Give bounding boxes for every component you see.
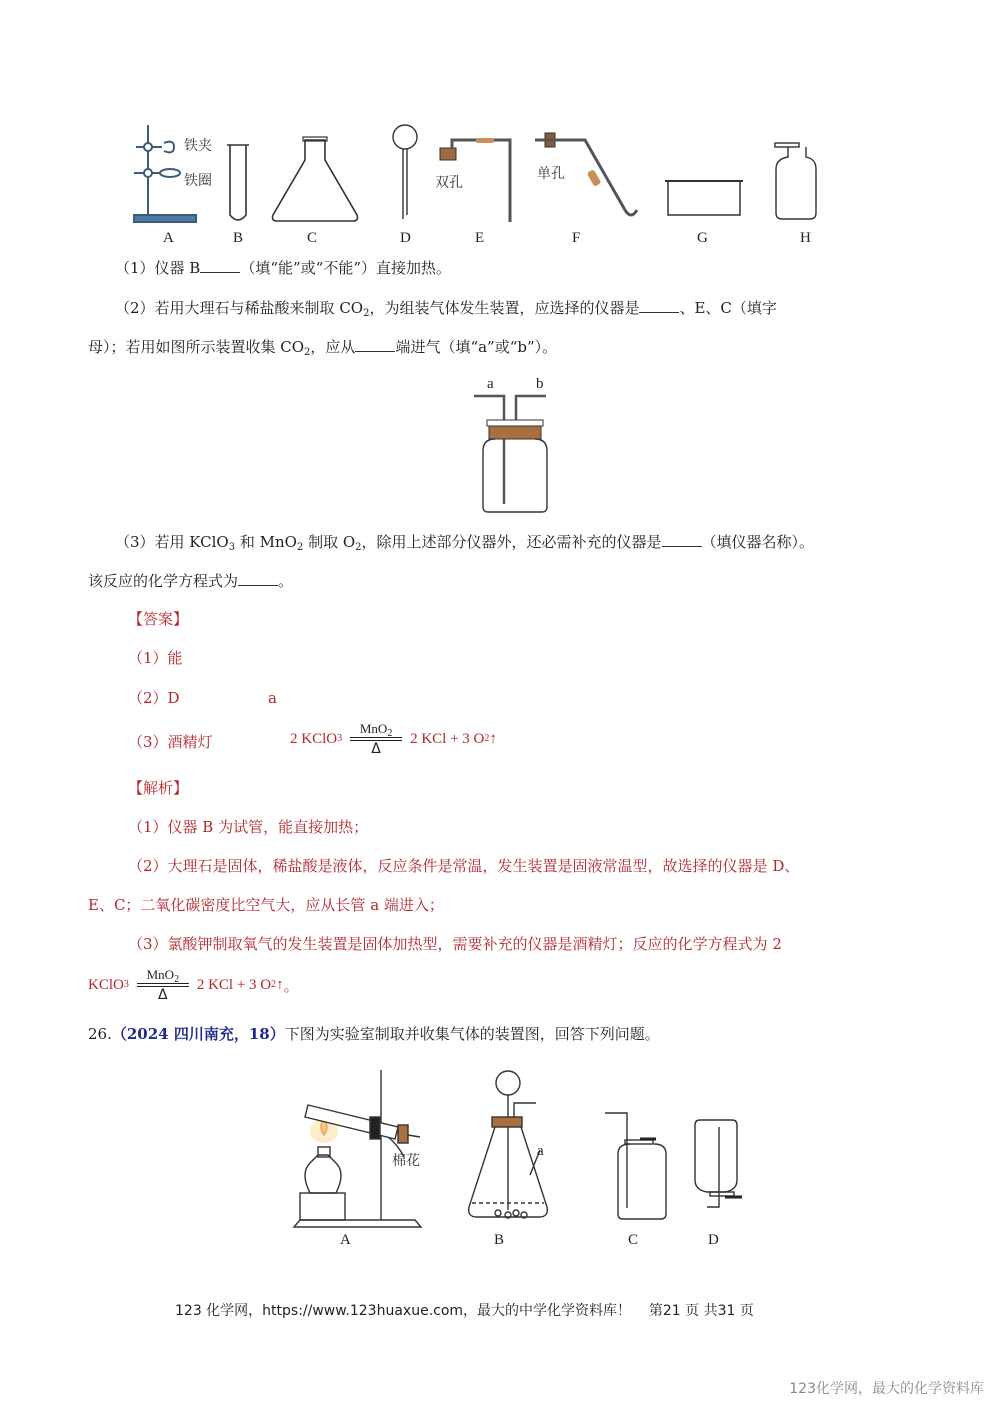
analysis-2-line-2: E、C；二氧化碳密度比空气大，应从长管 a 端进入； (88, 896, 444, 914)
question-text: 下图为实验室制取并收集气体的装置图，回答下列问题。 (284, 1025, 660, 1043)
answer-heading: 【答案】 (128, 610, 189, 628)
apparatus-figure-1 (120, 115, 860, 230)
conical-flask (273, 140, 358, 221)
heat-symbol: Δ (371, 741, 381, 757)
label-iron-ring: 铁圈 (184, 173, 212, 189)
q1-prefix: （1）仪器 B (115, 259, 201, 277)
question-3-line-2 (88, 571, 293, 591)
label-double-hole: 双孔 (435, 175, 463, 191)
reaction-condition (350, 722, 402, 756)
label-single-hole: 单孔 (537, 166, 565, 182)
analysis-1: （1）仪器 B 为试管，能直接加热； (128, 818, 369, 836)
subscript: 2 (387, 728, 393, 739)
page-footer (175, 1300, 754, 1320)
reaction-condition (137, 968, 189, 1002)
answer-3-label: （3）酒精灯 (128, 733, 213, 751)
collection-bottle-c (605, 1113, 666, 1219)
q3-text: ，除用上述部分仪器外，还必需补充的仪器是 (361, 533, 662, 551)
question-2-line-1 (115, 298, 777, 318)
subscript: 2 (363, 308, 370, 319)
q3-text: （3）若用 KClO (115, 533, 229, 551)
label-iron-clamp: 铁夹 (184, 138, 212, 154)
collection-bottle-d (695, 1120, 742, 1207)
catalyst: MnO (146, 967, 175, 982)
question-1 (115, 258, 451, 278)
eq-reactant: 2 KClO (290, 730, 338, 747)
period: 。 (283, 978, 299, 995)
question-2-line-2 (88, 337, 557, 357)
page-number: 第21 页 共31 页 (648, 1303, 754, 1319)
subscript: 3 (228, 542, 236, 553)
answer-blank (662, 532, 702, 547)
analysis-heading: 【解析】 (128, 779, 189, 797)
apparatus-figure-2 (290, 1065, 750, 1230)
label-B: B (233, 230, 244, 246)
label-E: E (475, 230, 485, 246)
answer-2-value: a (268, 689, 277, 707)
label-C: C (628, 1232, 639, 1248)
subscript: 2 (355, 542, 362, 553)
label-C: C (307, 230, 318, 246)
q3-text: 该反应的化学方程式为 (88, 572, 239, 590)
funnel (393, 125, 417, 219)
gas-arrow-icon: ↑ (276, 976, 284, 993)
label-F: F (572, 230, 581, 246)
water-trough (668, 181, 740, 215)
eq-products: 2 KCl + 3 O (196, 976, 272, 993)
subscript: 2 (174, 974, 180, 985)
gas-jar (775, 143, 816, 219)
label-D: D (708, 1232, 719, 1248)
gas-generator-flask (469, 1071, 548, 1218)
test-tube (230, 145, 246, 220)
label-cotton: 棉花 (392, 1153, 420, 1169)
label-a: a (487, 376, 494, 392)
answer-equation: 2 KClO 3 $\frac{MnO_2}{\Delta}$ 2 KCl + 3 O 2 ↑ (290, 721, 497, 757)
q3-text: 和 MnO (235, 533, 297, 551)
footer-text: 123 化学网，https://www.123huaxue.com，最大的中学化学资料库！ (175, 1303, 632, 1319)
label-D: D (400, 230, 411, 246)
question-3-line-1 (115, 532, 814, 552)
label-A: A (163, 230, 174, 246)
label-b: b (536, 376, 544, 392)
question-number: 26. (88, 1025, 112, 1043)
subscript: 2 (304, 347, 311, 358)
answer-2-label: （2）D (128, 689, 180, 707)
question-source: （2024 四川南充，18） (111, 1025, 285, 1043)
analysis-3-line-1: （3）氯酸钾制取氧气的发生装置是固体加热型，需要补充的仪器是酒精灯；反应的化学方程式为 2 (128, 935, 782, 953)
label-A: A (340, 1232, 351, 1248)
q2-text: 端进气（填“a”或“b”）。 (395, 338, 558, 356)
label-H: H (800, 230, 811, 246)
q1-suffix: （填“能”或“不能”）直接加热。 (240, 259, 452, 277)
answer-blank (238, 571, 278, 586)
q2-text: （2）若用大理石与稀盐酸来制取 CO (115, 299, 364, 317)
label-B: B (494, 1232, 505, 1248)
answer-blank (355, 337, 395, 352)
eq-products: 2 KCl + 3 O (410, 730, 485, 747)
gas-collection-bottle (470, 385, 560, 515)
label-G: G (697, 230, 708, 246)
heat-symbol: Δ (158, 987, 168, 1003)
watermark: 123化学网，最大的化学资料库 (789, 1381, 984, 1397)
analysis-equation: KClO 3 $\frac{MnO_2}{\Delta}$ 2 KCl + 3 O 2 ↑ 。 (88, 967, 299, 1003)
q3-text: （填仪器名称）。 (701, 533, 815, 551)
label-a-flask: a (537, 1143, 544, 1159)
q2-text: ，为组装气体发生装置，应选择的仪器是 (369, 299, 640, 317)
q3-text: 制取 O (303, 533, 356, 551)
answer-1: （1）能 (128, 649, 183, 667)
q2-text: 、E、C（填字 (679, 299, 777, 317)
q2-text: ，应从 (310, 338, 356, 356)
q3-text: 。 (278, 572, 294, 590)
heating-apparatus (294, 1070, 421, 1227)
eq-reactant: KClO (88, 976, 124, 993)
answer-blank (639, 298, 679, 313)
catalyst: MnO (359, 721, 388, 736)
analysis-2-line-1: （2）大理石是固体，稀盐酸是液体，反应条件是常温，发生装置是固液常温型，故选择的仪器是 D、 (128, 857, 800, 875)
q2-text: 母）；若用如图所示装置收集 CO (88, 338, 305, 356)
subscript: 2 (296, 542, 304, 553)
question-26 (88, 1024, 660, 1044)
gas-arrow-icon: ↑ (489, 730, 497, 747)
answer-blank (200, 258, 240, 273)
